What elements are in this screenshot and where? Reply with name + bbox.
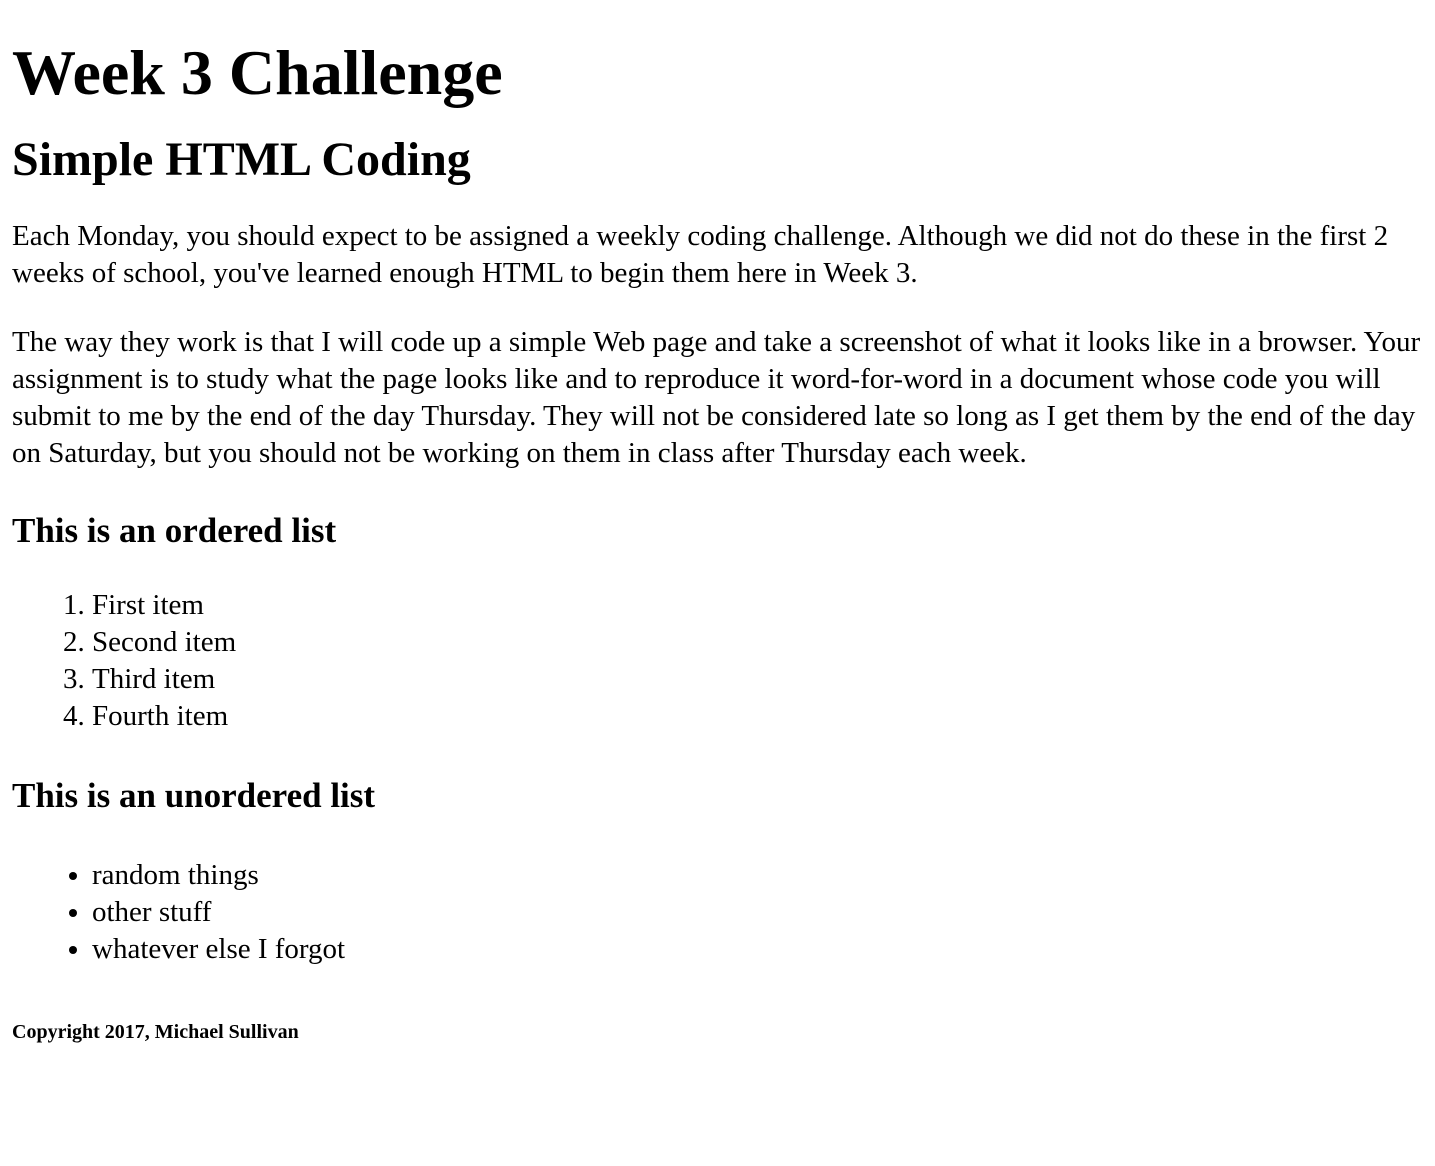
list-item: 4. Fourth item: [92, 698, 1423, 735]
unordered-list: [12, 857, 1423, 968]
page-title: Week 3 Challenge: [12, 37, 503, 108]
list-item: 1. First item: [92, 587, 1423, 624]
list-item: 3. Third item: [92, 661, 1423, 698]
unordered-list-heading: This is an unordered list: [12, 776, 376, 815]
intro-paragraph: Each Monday, you should expect to be assigned a weekly coding challenge. Although we did not do these in the first 2 weeks of school, you've learned enough HTML to begin them here in Week 3.: [12, 220, 1389, 289]
instructions-paragraph: The way they work is that I will code up a simple Web page and take a screenshot of what it looks like in a browser. Your assignment is to study what the page looks like and to reproduce it word-for-word in a document whose code you will submit to me by the end of the day Thursday. They will not be considered late so long as I get them by the end of the day on Saturday, but you should not be working on them in class after Thursday each week.: [12, 326, 1421, 469]
ordered-list: [12, 587, 1423, 735]
copyright-footer: Copyright 2017, Michael Sullivan: [12, 1021, 299, 1043]
list-item: • random things: [92, 857, 1423, 894]
ordered-list-heading: This is an ordered list: [12, 511, 337, 550]
list-item: • whatever else I forgot: [92, 931, 1423, 968]
list-item: • other stuff: [92, 894, 1423, 931]
list-item: 2. Second item: [92, 624, 1423, 661]
page-subtitle: Simple HTML Coding: [12, 133, 471, 186]
